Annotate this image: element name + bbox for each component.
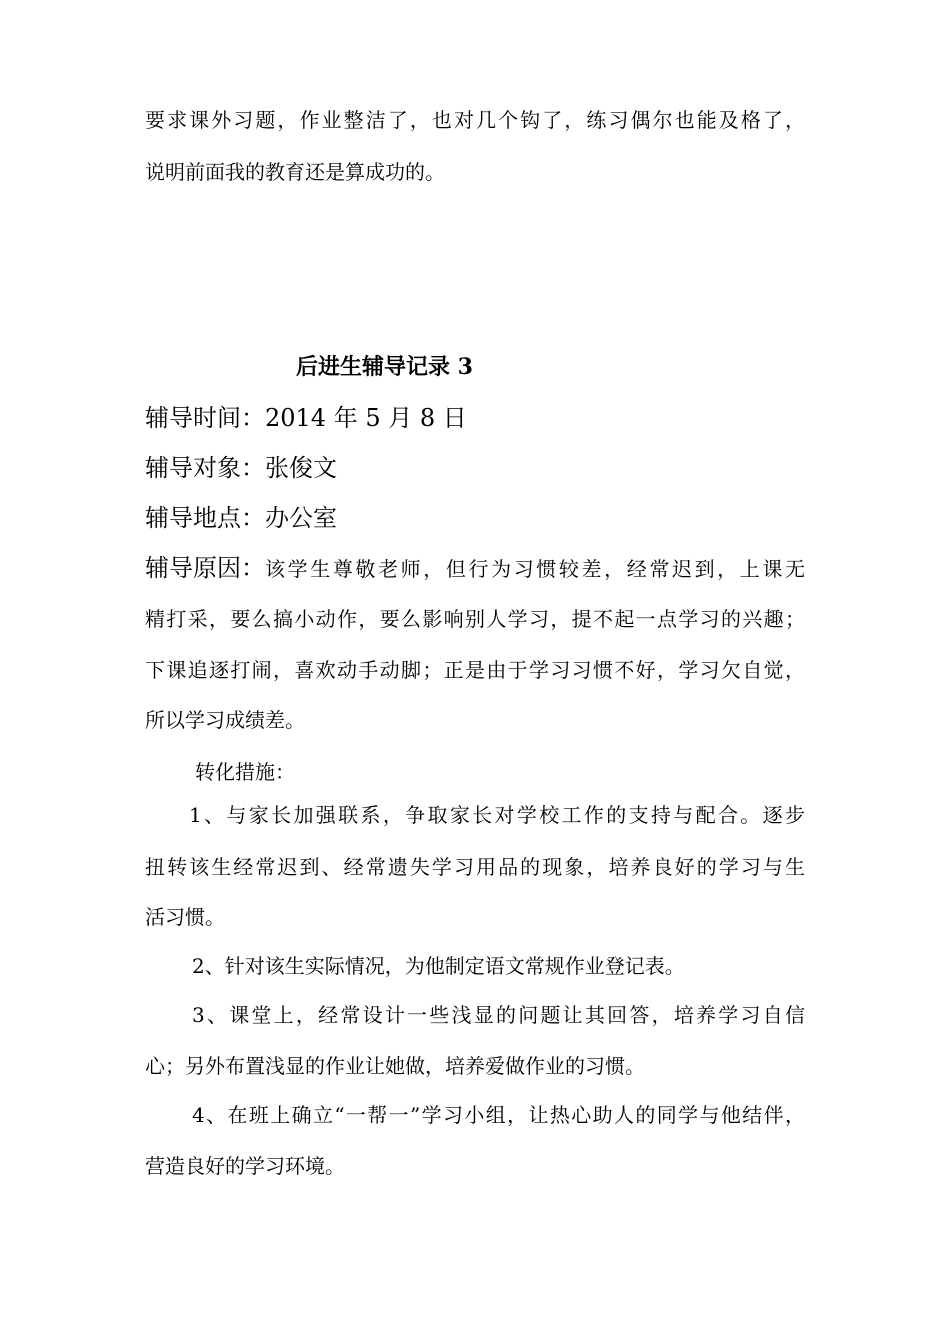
measure-3-line-2: 心；另外布置浅显的作业让她做，培养爱做作业的习惯。: [145, 1054, 645, 1078]
place-row: [145, 502, 337, 534]
target-value: 张俊文: [265, 454, 337, 482]
measure-4-line-1: 4、在班上确立“一帮一”学习小组，让热心助人的同学与他结伴，: [192, 1103, 805, 1127]
reason-line-2: 精打采，要么搞小动作，要么影响别人学习，提不起一点学习的兴趣；: [145, 607, 805, 631]
measure-2-line-1: 2、针对该生实际情况，为他制定语文常规作业登记表。: [192, 954, 685, 978]
time-row: [145, 402, 467, 434]
time-value: 2014 年 5 月 8 日: [265, 404, 467, 432]
measure-4-line-2: 营造良好的学习环境。: [145, 1154, 345, 1178]
place-label: 辅导地点：: [145, 504, 265, 532]
reason-line-4: 所以学习成绩差。: [145, 708, 305, 732]
measure-1-line-1: 1、与家长加强联系，争取家长对学校工作的支持与配合。逐步: [189, 803, 805, 827]
continuation-line-1: 要求课外习题，作业整洁了，也对几个钩了，练习偶尔也能及格了，: [145, 108, 805, 132]
time-label: 辅导时间：: [145, 404, 265, 432]
place-value: 办公室: [265, 504, 337, 532]
reason-row: [145, 554, 805, 583]
reason-line-1: 该学生尊敬老师，但行为习惯较差，经常迟到，上课无: [265, 557, 805, 581]
reason-label: 辅导原因：: [145, 554, 265, 582]
continuation-line-2: 说明前面我的教育还是算成功的。: [145, 160, 445, 184]
measures-label: 转化措施：: [195, 760, 295, 784]
target-row: [145, 452, 337, 484]
measure-1-line-2: 扭转该生经常迟到、经常遗失学习用品的现象，培养良好的学习与生: [145, 855, 805, 879]
target-label: 辅导对象：: [145, 454, 265, 482]
measure-3-line-1: 3、课堂上，经常设计一些浅显的问题让其回答，培养学习自信: [192, 1003, 805, 1027]
measure-1-line-3: 活习惯。: [145, 905, 225, 929]
reason-line-3: 下课追逐打闹，喜欢动手动脚；正是由于学习习惯不好，学习欠自觉，: [145, 658, 805, 682]
record-title: 后进生辅导记录 3: [296, 354, 473, 380]
